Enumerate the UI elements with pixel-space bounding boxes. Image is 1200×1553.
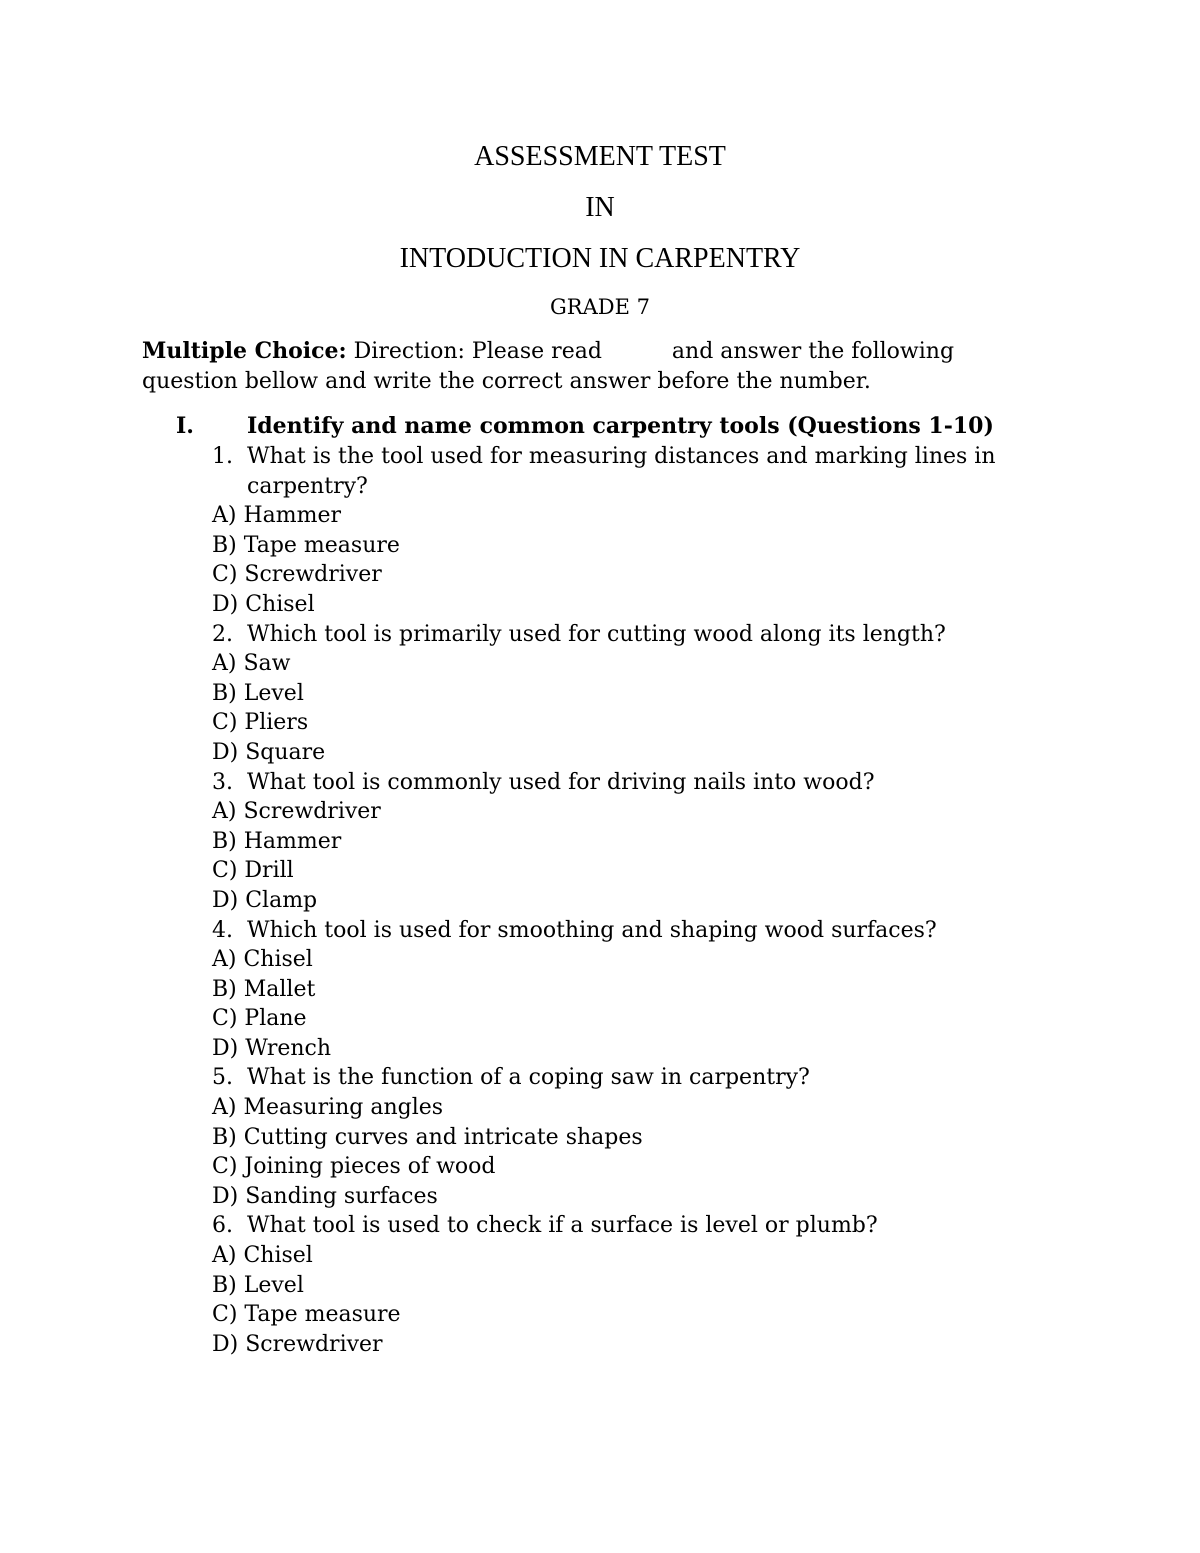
title-line-1: ASSESSMENT TEST xyxy=(474,141,726,172)
question-6 xyxy=(212,1211,1112,1241)
question-text: Which tool is used for smoothing and shaping wood surfaces? xyxy=(247,917,937,943)
question-3-option-c: C) Drill xyxy=(212,858,294,884)
directions-paragraph xyxy=(142,337,1042,396)
grade-label: GRADE 7 xyxy=(550,295,650,319)
directions-label: Multiple Choice: xyxy=(142,338,347,364)
question-2-option-b: B) Level xyxy=(212,680,304,706)
question-3 xyxy=(212,768,1112,798)
question-6-option-b: B) Level xyxy=(212,1272,304,1298)
question-3-option-b: B) Hammer xyxy=(212,828,342,854)
question-1 xyxy=(212,442,1112,472)
question-4 xyxy=(212,916,1112,946)
question-1-option-c: C) Screwdriver xyxy=(212,562,382,588)
question-number: 2. xyxy=(212,621,233,647)
question-5-option-d: D) Sanding surfaces xyxy=(212,1183,438,1209)
question-3-option-d: D) Clamp xyxy=(212,887,318,913)
question-6-option-d: D) Screwdriver xyxy=(212,1331,383,1357)
question-4-option-d: D) Wrench xyxy=(212,1035,332,1061)
question-5-option-b: B) Cutting curves and intricate shapes xyxy=(212,1124,643,1150)
question-1-option-d: D) Chisel xyxy=(212,591,315,617)
question-list xyxy=(212,442,1112,1359)
question-text: Which tool is primarily used for cutting wood along its length? xyxy=(247,621,946,647)
question-1-option-b: B) Tape measure xyxy=(212,532,400,558)
question-number: 5. xyxy=(212,1065,233,1091)
question-text: What tool is commonly used for driving nails into wood? xyxy=(247,769,875,795)
question-text: What tool is used to check if a surface is level or plumb? xyxy=(247,1213,878,1239)
question-4-option-c: C) Plane xyxy=(212,1006,307,1032)
question-2-option-a: A) Saw xyxy=(212,651,291,677)
question-number: 3. xyxy=(212,769,233,795)
question-5 xyxy=(212,1063,1112,1093)
directions-line-2: question bellow and write the correct answer before the number. xyxy=(142,368,871,394)
question-2-option-c: C) Pliers xyxy=(212,710,309,736)
question-2-option-d: D) Square xyxy=(212,739,326,765)
question-4-option-a: A) Chisel xyxy=(212,947,313,973)
question-5-option-a: A) Measuring angles xyxy=(212,1095,444,1121)
question-number: 1. xyxy=(212,444,233,469)
question-number: 6. xyxy=(212,1213,233,1239)
section-heading xyxy=(176,412,1076,442)
directions-text-part1: Direction: Please read xyxy=(346,339,602,364)
section-title: Identify and name common carpentry tools (Questions 1-10) xyxy=(247,413,994,439)
section-numeral: I. xyxy=(176,413,194,439)
question-text: What is the tool used for measuring distances and marking lines in xyxy=(247,444,996,469)
question-6-option-a: A) Chisel xyxy=(212,1243,313,1269)
question-6-option-c: C) Tape measure xyxy=(212,1302,401,1328)
question-1-continuation: carpentry? xyxy=(247,473,368,499)
directions-text-part2: and answer the following xyxy=(671,339,955,364)
title-line-3: INTODUCTION IN CARPENTRY xyxy=(399,243,801,274)
question-5-option-c: C) Joining pieces of wood xyxy=(212,1154,496,1180)
question-text: What is the function of a coping saw in carpentry? xyxy=(247,1065,810,1091)
directions-line-1 xyxy=(142,337,1042,367)
title-line-2: IN xyxy=(585,192,615,223)
question-4-option-b: B) Mallet xyxy=(212,976,316,1002)
question-2 xyxy=(212,620,1112,650)
question-1-option-a: A) Hammer xyxy=(212,503,342,529)
question-number: 4. xyxy=(212,917,233,943)
question-3-option-a: A) Screwdriver xyxy=(212,799,381,825)
